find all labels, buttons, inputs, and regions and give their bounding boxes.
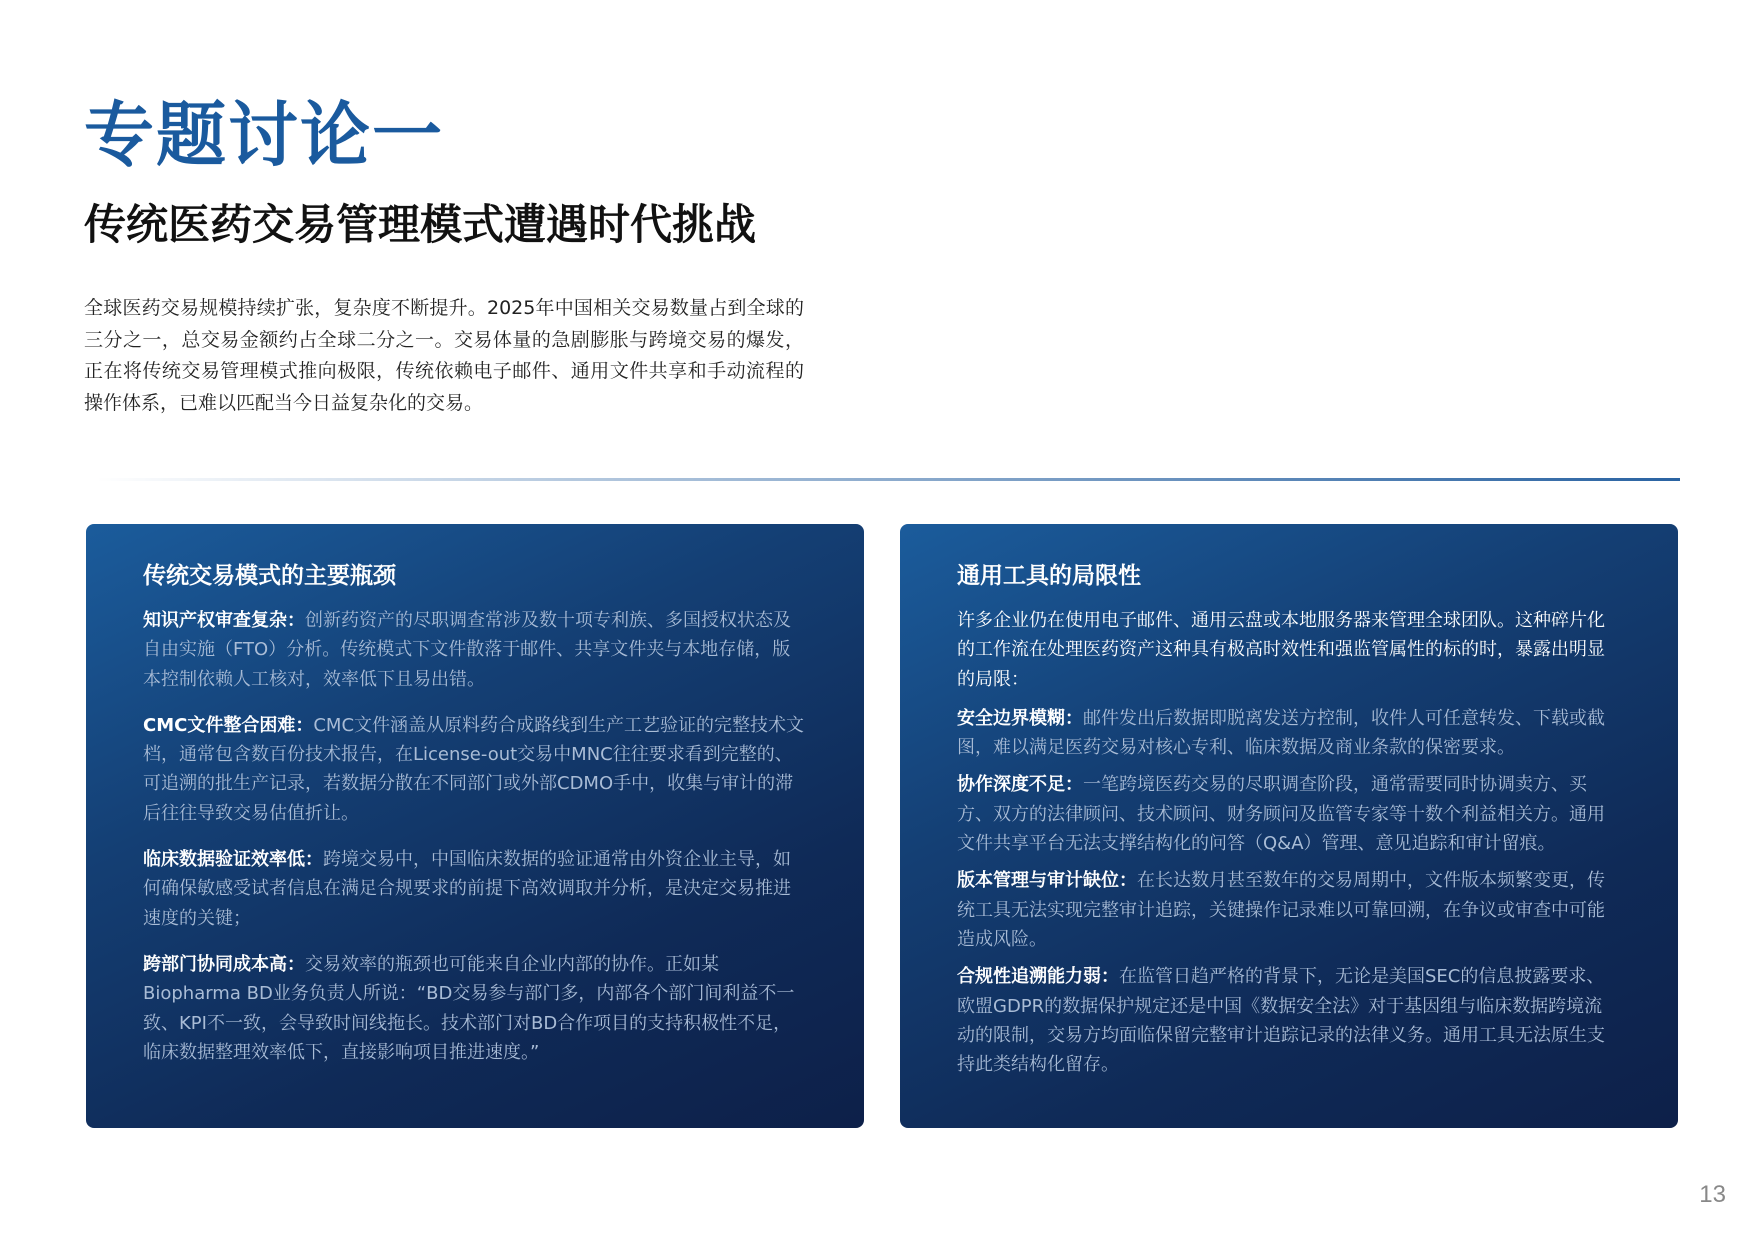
bottleneck-item-label: 知识产权审查复杂： (143, 610, 305, 631)
section-divider (96, 478, 1680, 481)
limitation-item-versioning (957, 866, 1620, 954)
tool-limitations-card (900, 524, 1678, 1128)
bottlenecks-card-title: 传统交易模式的主要瓶颈 (143, 563, 396, 589)
tool-limitations-card-title: 通用工具的局限性 (957, 563, 1141, 589)
limitation-item-label: 安全边界模糊： (957, 707, 1083, 729)
bottleneck-item-ip-review (143, 606, 806, 694)
page-number: 13 (1699, 1181, 1726, 1208)
tool-limitations-intro: 许多企业仍在使用电子邮件、通用云盘或本地服务器来管理全球团队。这种碎片化的工作流在处理医药资产这种具有极高时效性和强监管属性的标的时，暴露出明显的局限： (957, 610, 1605, 690)
limitation-item-text: 一笔跨境医药交易的尽职调查阶段，通常需要同时协调卖方、买方、双方的法律顾问、技术顾问、财务顾问及监管专家等十数个利益相关方。通用文件共享平台无法支撑结构化的问答（Q&A）管理、意见追踪和审计留痕。 (957, 774, 1605, 855)
bottleneck-item-text: 交易效率的瓶颈也可能来自企业内部的协作。正如某Biopharma BD业务负责人所说：“BD交易参与部门多，内部各个部门间利益不一致、KPI不一致，会导致时间线拖长。技术部门对BD合作项目的支持积极性不足，临床数据整理效率低下，直接影响项目推进速度。” (143, 953, 795, 1063)
limitation-item-text: 邮件发出后数据即脱离发送方控制，收件人可任意转发、下载或截图，难以满足医药交易对核心专利、临床数据及商业条款的保密要求。 (957, 707, 1605, 759)
limitation-item-collaboration (957, 770, 1620, 858)
bottleneck-item-text: 创新药资产的尽职调查常涉及数十项专利族、多国授权状态及自由实施（FTO）分析。传统模式下文件散落于邮件、共享文件夹与本地存储，版本控制依赖人工核对，效率低下且易出错。 (143, 610, 791, 690)
limitation-item-label: 合规性追溯能力弱： (957, 966, 1119, 988)
bottleneck-item-label: CMC文件整合困难： (143, 714, 314, 736)
limitation-item-label: 协作深度不足： (957, 774, 1083, 796)
bottleneck-item-cross-department (143, 950, 806, 1067)
page-title: 专题讨论一 (84, 94, 444, 176)
bottleneck-item-label: 临床数据验证效率低： (143, 849, 323, 871)
page-subtitle: 传统医药交易管理模式遭遇时代挑战 (84, 200, 757, 249)
limitation-item-text: 在监管日趋严格的背景下，无论是美国SEC的信息披露要求、欧盟GDPR的数据保护规定还是中国《数据安全法》对于基因组与临床数据跨境流动的限制，交易方均面临保留完整审计追踪记录的法律义务。通用工具无法原生支持此类结构化留存。 (957, 966, 1605, 1076)
limitation-item-text: 在长达数月甚至数年的交易周期中，文件版本频繁变更，传统工具无法实现完整审计追踪，关键操作记录难以可靠回溯，在争议或审查中可能造成风险。 (957, 870, 1605, 950)
intro-paragraph: 全球医药交易规模持续扩张，复杂度不断提升。2025年中国相关交易数量占到全球的三分之一，总交易金额约占全球二分之一。交易体量的急剧膨胀与跨境交易的爆发，正在将传统交易管理模式推向极限，传统依赖电子邮件、通用文件共享和手动流程的操作体系，已难以匹配当今日益复杂化的交易。 (84, 297, 804, 414)
limitation-item-security (957, 704, 1620, 763)
limitation-item-compliance (957, 962, 1620, 1079)
bottleneck-item-text: 跨境交易中，中国临床数据的验证通常由外资企业主导，如何确保敏感受试者信息在满足合规要求的前提下高效调取并分析，是决定交易推进速度的关键； (143, 849, 791, 929)
limitation-item-label: 版本管理与审计缺位： (957, 870, 1137, 892)
bottlenecks-card (86, 524, 864, 1128)
bottleneck-item-label: 跨部门协同成本高： (143, 953, 305, 975)
bottleneck-item-cmc (143, 711, 806, 828)
bottleneck-item-clinical-data (143, 845, 806, 933)
bottleneck-item-text: CMC文件涵盖从原料药合成路线到生产工艺验证的完整技术文档，通常包含数百份技术报告，在License-out交易中MNC往往要求看到完整的、可追溯的批生产记录，若数据分散在不同部门或外部CDMO手中，收集与审计的滞后往往导致交易估值折让。 (143, 714, 805, 824)
